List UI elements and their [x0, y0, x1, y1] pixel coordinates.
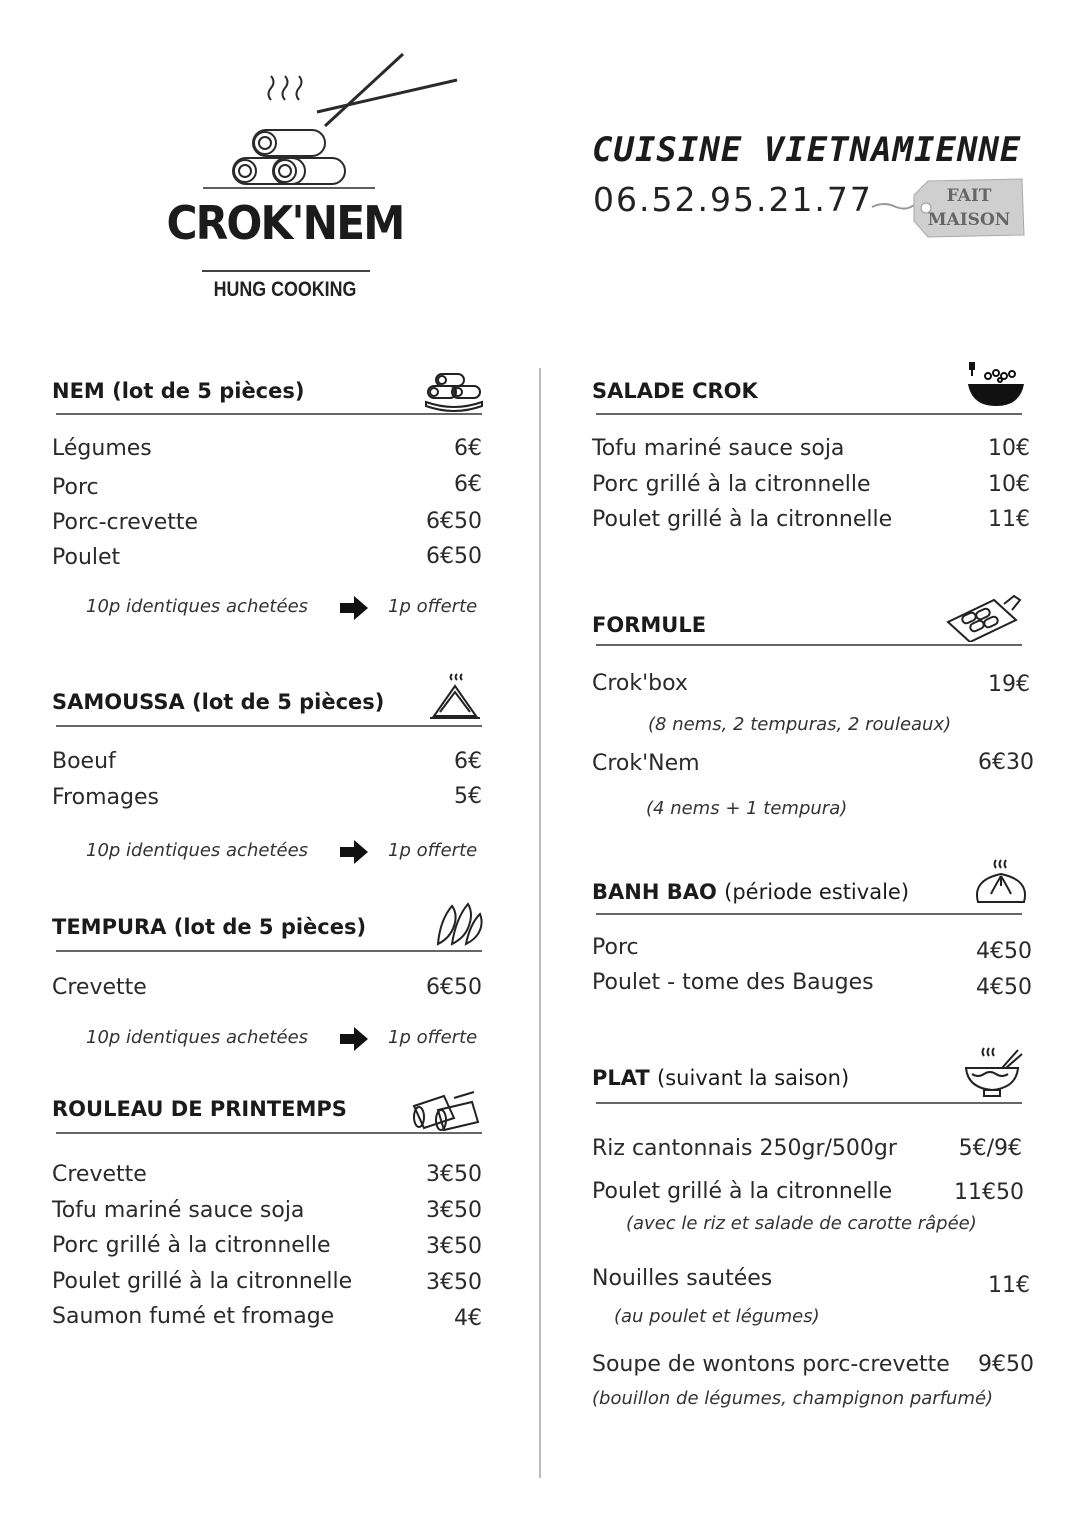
menu-item-price: 9€50: [978, 1352, 1034, 1377]
menu-item-price: 19€: [988, 672, 1030, 697]
menu-item-name: Crok'Nem: [592, 751, 700, 776]
logo-nem-rolls-chopsticks-icon: [195, 48, 465, 198]
menu-item-price: 5€/9€: [958, 1136, 1022, 1161]
brand-subtitle: HUNG COOKING: [213, 278, 357, 301]
menu-item-price: 10€: [988, 472, 1030, 497]
section-title-samoussa: SAMOUSSA (lot de 5 pièces): [52, 690, 385, 714]
cuisine-heading: CUISINE VIETNAMIENNE: [592, 130, 1022, 170]
menu-item-price: 5€: [454, 784, 482, 809]
menu-item-note: (avec le riz et salade de carotte râpée): [626, 1213, 977, 1234]
menu-item-price: 6€30: [978, 750, 1034, 775]
section-title-rouleau: ROULEAU DE PRINTEMPS: [52, 1097, 347, 1121]
section-title-nem: NEM (lot de 5 pièces): [52, 379, 305, 403]
menu-item-name: Porc grillé à la citronnelle: [592, 472, 871, 497]
menu-item-name: Nouilles sautées: [592, 1266, 773, 1291]
arrow-right-icon: [340, 596, 368, 620]
arrow-right-icon: [340, 840, 368, 864]
menu-item-name: Soupe de wontons porc-crevette: [592, 1352, 950, 1377]
section-rule: [56, 725, 482, 727]
menu-item-price: 11€50: [954, 1180, 1024, 1205]
steamed-bun-icon: [970, 858, 1032, 908]
section-title-formule: FORMULE: [592, 613, 707, 637]
samoussa-icon: [424, 672, 486, 722]
section-title-plat: [592, 1066, 849, 1090]
section-rule: [596, 1102, 1022, 1104]
menu-item-name: Porc: [52, 475, 99, 500]
phone-number: 06.52.95.21.77: [593, 180, 873, 219]
nem-rolls-icon: [422, 366, 484, 416]
section-rule: [56, 1132, 482, 1134]
section-subtitle: (période estivale): [724, 880, 910, 904]
section-title-banh-bao: [592, 880, 909, 904]
column-divider: [539, 368, 541, 1478]
section-title-tempura: TEMPURA (lot de 5 pièces): [52, 915, 367, 939]
tag-line-1: FAIT: [946, 186, 992, 206]
menu-item-name: Tofu mariné sauce soja: [592, 436, 845, 461]
section-subtitle: (suivant la saison): [657, 1066, 850, 1090]
homemade-tag-label: [910, 184, 1028, 232]
section-rule: [56, 413, 482, 415]
promo-note: 10p identiques achetées: [86, 840, 309, 861]
salad-bowl-icon: [964, 360, 1026, 410]
menu-item-name: Poulet: [52, 545, 121, 570]
section-rule: [596, 913, 1022, 915]
spring-rolls-icon: [408, 1086, 484, 1136]
menu-item-name: Poulet grillé à la citronnelle: [592, 1179, 893, 1204]
menu-item-price: 3€50: [426, 1270, 482, 1295]
platter-board-icon: [944, 592, 1024, 642]
menu-item-name: Saumon fumé et fromage: [52, 1304, 335, 1329]
promo-offer: 1p offerte: [388, 596, 478, 617]
menu-item-price: 4€: [454, 1306, 482, 1331]
section-title-text: BANH BAO: [592, 880, 717, 904]
promo-note: 10p identiques achetées: [86, 1027, 309, 1048]
menu-item-name: Crok'box: [592, 671, 688, 696]
menu-item-price: 11€: [988, 1273, 1030, 1298]
menu-item-name: Tofu mariné sauce soja: [52, 1198, 305, 1223]
menu-item-name: Riz cantonnais 250gr/500gr: [592, 1136, 897, 1161]
menu-item-note: (bouillon de légumes, champignon parfumé): [592, 1388, 994, 1409]
menu-item-price: 6€50: [426, 509, 482, 534]
menu-item-name: Porc-crevette: [52, 510, 199, 535]
menu-item-price: 6€50: [426, 975, 482, 1000]
menu-item-name: Crevette: [52, 1162, 147, 1187]
menu-item-price: 6€: [454, 749, 482, 774]
promo-note: 10p identiques achetées: [86, 596, 309, 617]
menu-item-price: 11€: [988, 507, 1030, 532]
menu-item-name: Porc: [592, 935, 639, 960]
section-rule: [56, 950, 482, 952]
brand-divider: [202, 270, 370, 272]
menu-item-price: 4€50: [976, 939, 1032, 964]
section-rule: [596, 644, 1022, 646]
menu-item-name: Crevette: [52, 975, 147, 1000]
tempura-shrimp-icon: [428, 896, 490, 946]
menu-item-name: Boeuf: [52, 749, 116, 774]
menu-item-name: Poulet grillé à la citronnelle: [52, 1269, 353, 1294]
menu-item-name: Poulet - tome des Bauges: [592, 970, 874, 995]
menu-item-price: 6€: [454, 472, 482, 497]
menu-item-price: 3€50: [426, 1198, 482, 1223]
menu-item-note: (au poulet et légumes): [614, 1306, 820, 1327]
menu-item-name: Porc grillé à la citronnelle: [52, 1233, 331, 1258]
promo-offer: 1p offerte: [388, 840, 478, 861]
menu-item-price: 3€50: [426, 1162, 482, 1187]
menu-item-name: Fromages: [52, 785, 159, 810]
menu-item-price: 6€50: [426, 544, 482, 569]
tag-line-2: MAISON: [927, 210, 1011, 230]
menu-item-name: Poulet grillé à la citronnelle: [592, 507, 893, 532]
menu-item-price: 3€50: [426, 1234, 482, 1259]
section-title-text: PLAT: [592, 1066, 650, 1090]
section-rule: [596, 413, 1022, 415]
menu-item-note: (4 nems + 1 tempura): [646, 798, 848, 819]
promo-offer: 1p offerte: [388, 1027, 478, 1048]
menu-item-note: (8 nems, 2 tempuras, 2 rouleaux): [648, 714, 952, 735]
menu-item-price: 4€50: [976, 975, 1032, 1000]
brand-name: CROK'NEM: [166, 196, 404, 250]
menu-item-price: 10€: [988, 436, 1030, 461]
arrow-right-icon: [340, 1027, 368, 1051]
menu-item-price: 6€: [454, 436, 482, 461]
section-title-salade: SALADE CROK: [592, 379, 758, 403]
soup-bowl-icon: [962, 1046, 1024, 1102]
menu-item-name: Légumes: [52, 436, 152, 461]
